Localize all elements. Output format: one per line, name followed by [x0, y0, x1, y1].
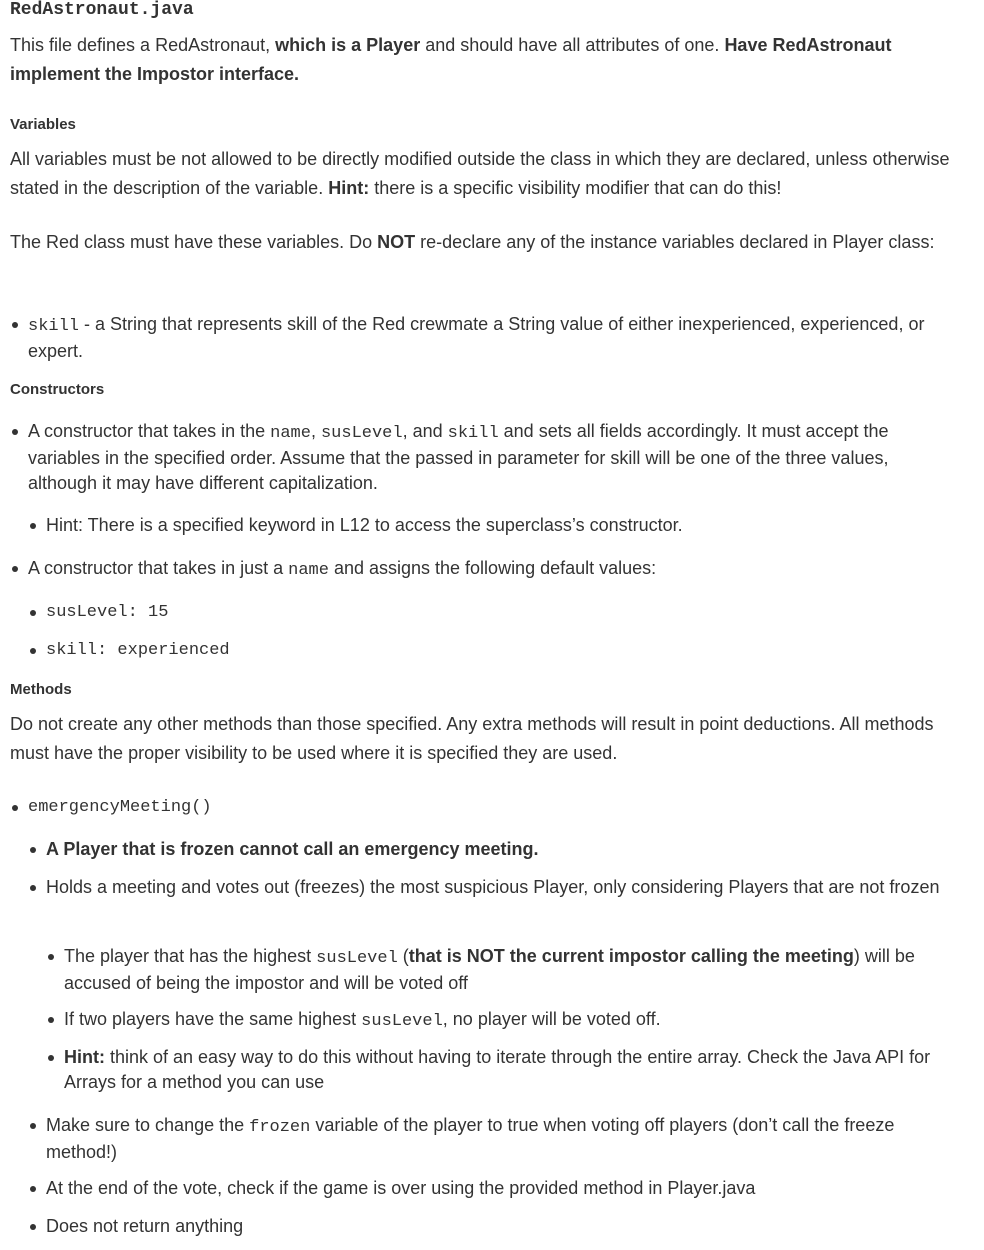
- variables-paragraph-1: [10, 145, 950, 203]
- list-item-skill: [28, 312, 958, 364]
- list-item-arrays-hint: [64, 1045, 958, 1095]
- frozen-rule-bold: A Player that is frozen cannot call an emergency meeting.: [46, 839, 539, 859]
- methods-paragraph: Do not create any other methods than those specified. Any extra methods will result in point deductions. All methods must have the proper visibility to be used where it is specified they are used.: [10, 714, 934, 763]
- list-item-tie-rule: [64, 1007, 958, 1034]
- c1-text: A constructor that takes in the: [28, 421, 271, 441]
- c2-desc: and assigns the following default values:: [328, 558, 657, 578]
- intro-paragraph: [10, 31, 950, 89]
- intro-text-2: and should have all attributes of one.: [420, 35, 725, 55]
- list-item-constructor-1: [28, 419, 958, 496]
- methods-heading: Methods: [10, 681, 72, 698]
- m-tail: variable of the player to true when voting off players (don’t call the freeze method!): [46, 1115, 895, 1162]
- s1-text: The player that has the highest: [64, 946, 317, 966]
- c1-name-code: name: [270, 424, 311, 443]
- constructors-heading: Constructors: [10, 381, 105, 398]
- s2-tail: , no player will be voted off.: [442, 1009, 661, 1029]
- emergency-meeting-code: emergencyMeeting(): [28, 795, 958, 820]
- intro-text: This file defines a RedAstronaut,: [10, 35, 276, 55]
- s1-paren: (: [397, 946, 409, 966]
- intro-bold-player: which is a Player: [275, 35, 421, 55]
- intro-bold-implement: Have RedAstronaut implement the Impostor interface.: [10, 35, 892, 84]
- skill-description: - a String that represents skill of the Red crewmate a String value of either inexperienced, experienced, or expert.: [28, 314, 925, 361]
- c1-skill-code: skill: [447, 424, 499, 443]
- file-title: RedAstronaut.java: [10, 0, 194, 20]
- list-item-end-vote: At the end of the vote, check if the game is over using the provided method in Player.java: [46, 1176, 958, 1201]
- variables-p2-text: The Red class must have these variables. Do: [10, 232, 378, 252]
- list-item-no-return: Does not return anything: [46, 1214, 958, 1239]
- c1-desc: and sets all fields accordingly. It must accept the variables in the specified order. Assume that the passed in parameter for skill will be one of the three values, although it may have different capitalization.: [28, 421, 889, 493]
- s1-suslevel-code: susLevel: [316, 949, 398, 968]
- s1-tail: ) will be accused of being the impostor and will be voted off: [64, 946, 915, 993]
- s1-bold: that is NOT the current impostor calling the meeting: [408, 946, 854, 966]
- variables-hint-label: Hint:: [328, 178, 370, 198]
- c2-name-code: name: [288, 561, 329, 580]
- variables-paragraph-2: [10, 228, 950, 257]
- c1-suslevel-code: susLevel: [320, 424, 403, 443]
- s3-hint-label: Hint:: [64, 1047, 105, 1067]
- list-item-constructor-2: [28, 556, 958, 583]
- c2-text: A constructor that takes in just a: [28, 558, 289, 578]
- s2-suslevel-code: susLevel: [361, 1012, 443, 1031]
- c1-sep: ,: [310, 421, 321, 441]
- s3-text: think of an easy way to do this without having to iterate through the entire array. Check the Java API for Arrays for a method you can use: [64, 1047, 931, 1092]
- default-suslevel: susLevel: 15: [46, 600, 958, 625]
- s2-text: If two players have the same highest: [64, 1009, 362, 1029]
- skill-code: skill: [28, 317, 80, 336]
- list-item-frozen-variable: [46, 1113, 958, 1165]
- list-item-frozen-rule: [46, 837, 958, 862]
- c1-and: , and: [402, 421, 448, 441]
- m-text: Make sure to change the: [46, 1115, 250, 1135]
- variables-p1-tail: there is a specific visibility modifier that can do this!: [369, 178, 782, 198]
- list-item-holds-meeting: Holds a meeting and votes out (freezes) the most suspicious Player, only considering Players that are not frozen: [46, 875, 958, 900]
- variables-heading: Variables: [10, 116, 76, 133]
- m-frozen-code: frozen: [249, 1118, 311, 1137]
- variables-not-bold: NOT: [377, 232, 416, 252]
- variables-p1-text: All variables must be not allowed to be directly modified outside the class in which they are declared, unless otherwise stated in the description of the variable.: [10, 149, 950, 198]
- list-item-constructor-hint: Hint: There is a specified keyword in L12 to access the superclass’s constructor.: [46, 513, 958, 538]
- list-item-highest-suslevel: [64, 944, 958, 996]
- default-skill: skill: experienced: [46, 638, 958, 663]
- variables-p2-tail: re-declare any of the instance variables declared in Player class:: [415, 232, 935, 252]
